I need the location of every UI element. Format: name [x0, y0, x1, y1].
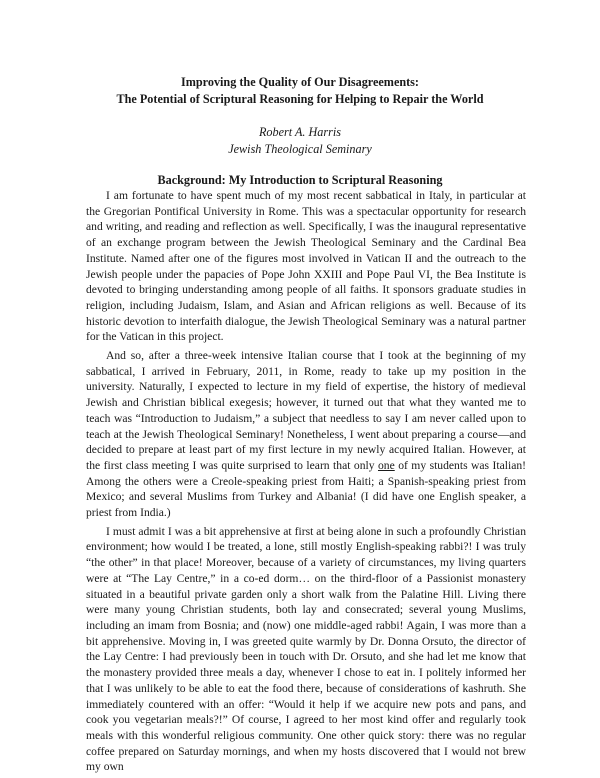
paragraph-2-text-start: And so, after a three-week intensive Italian course that I took at the beginning of my sabbatical, I arrived in February, 2011, in Rome, ready to take up my position in the university. Naturally, I expected to lecture in my field of expertise, the history of medieval Jewish and Christian biblical exegesis; however, it turned out that what they wanted me to teach was “Introduction to Judaism,” a subject that needless to say I am never called upon to teach at the Jewish Theological Seminary! Nonetheless, I went about preparing a course—and decided to prepare at least part of my first lecture in my newly acquired Italian. However, at the first class meeting I was quite surprised to learn that only [86, 349, 526, 472]
section-heading: Background: My Introduction to Scriptural Reasoning [157, 173, 443, 187]
title-line-2: The Potential of Scriptural Reasoning for Helping to Repair the World [116, 92, 484, 106]
paragraph-1: I am fortunate to have spent much of my most recent sabbatical in Italy, in particular at the Gregorian Pontifical University in Rome. This was a spectacular opportunity for research and writing, and reading and reflection as well. Specifically, I was the inaugural representative of an exchange program between the Jewish Theological Seminary and the Cardinal Bea Institute. Named after one of the figures most involved in Vatican II and the outreach to the Jewish people under the papacies of Pope John XXIII and Pope Paul VI, the Bea Institute is devoted to bringing understanding among people of all faiths. It sponsors graduate studies in religion, including Judaism, Islam, and Asian and African religions as well. Because of its historic devotion to interfaith dialogue, the Jewish Theological Seminary was a natural partner for the Vatican in this project. [86, 189, 526, 344]
underlined-word: one [377, 458, 395, 472]
paragraph-2-text-end: of my students was Italian! Among the others were a Creole-speaking priest from Haiti; a Spanish-speaking priest from Mexico; and several Muslims from Turkey and Albania! (I did have one English speaker, a priest from India.) [86, 458, 526, 520]
author-affiliation: Jewish Theological Seminary [228, 142, 372, 156]
paragraph-3: I must admit I was a bit apprehensive at first at being alone in such a profoundly Christian environment; how would I be treated, a lone, still mostly English-speaking rabbi?! I was truly “the other” in that place! Moreover, because of a variety of circumstances, my living quarters were at “The Lay Centre,” in a co-ed dorm… on the third-floor of a Passionist monastery situated in a beautiful private garden only a short walk from the Palatine Hill. Living there were many young Christian students, both lay and consecrated; several young Muslims, including an imam from Bosnia; and (now) one middle-aged rabbi! Again, I was more than a bit apprehensive. Moving in, I was greeted quite warmly by Dr. Donna Orsuto, the director of the Lay Centre: I had previously been in touch with Dr. Orsuto, and she had let me know that the monastery provided three meals a day, whenever I chose to eat in. I politely informed her that I was unlikely to be able to eat the food there, because of considerations of kashruth. She immediately countered with an offer: “Would it help if we acquire new pots and pans, and cook you vegetarian meals?!” Of course, I agreed to her most kind offer and regularly took meals with this wonderful religious community. One other quick story: there was no regular coffee prepared on Saturday mornings, and when my hosts discovered that I would not brew my own [86, 524, 526, 774]
body-text [86, 188, 526, 778]
author-name: Robert A. Harris [258, 125, 342, 139]
paragraph-2 [86, 348, 526, 521]
title-line-1: Improving the Quality of Our Disagreements: [181, 75, 419, 89]
